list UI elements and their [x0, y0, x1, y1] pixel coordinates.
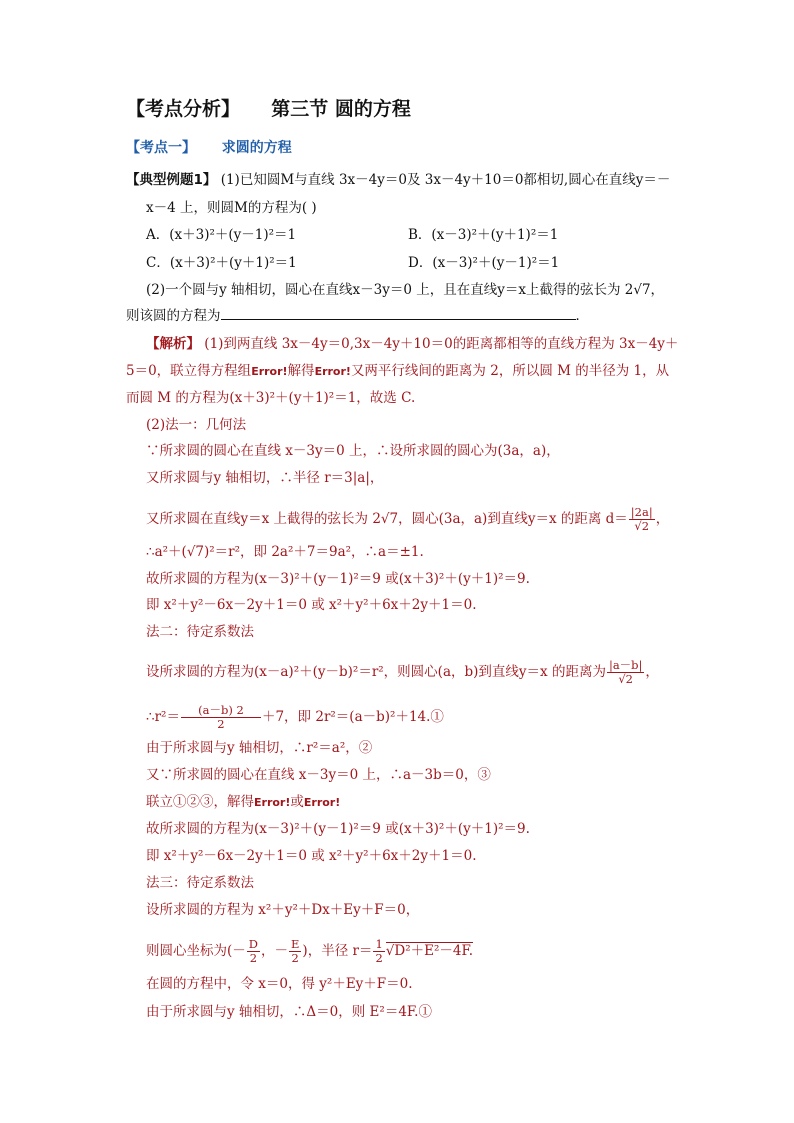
method1-title: (2)法一：几何法	[146, 417, 247, 433]
method3-line-3: 在圆的方程中，令 x＝0，得 y²＋Ey＋F＝0.	[146, 976, 413, 992]
section-title: 求圆的方程	[221, 140, 292, 156]
half-fraction	[373, 938, 384, 965]
error-field-3: Error!	[254, 796, 291, 809]
fraction-numerator: D	[248, 937, 259, 951]
method1-line-3-text: 又所求圆在直线y＝x 上截得的弦长为 2√7，圆心(3a，a)到直线y＝x 的距离 d＝	[146, 511, 628, 527]
problem-label: 【典型例题1】	[126, 172, 217, 188]
solution-text-2c: 又两平行线间的距离为 2，所以圆 M 的半径为 1，从	[350, 363, 670, 379]
method2-line-1-end: ，	[645, 664, 659, 680]
method3-line-2	[146, 938, 473, 965]
radius-sqrt: √D²＋E²－4F.	[385, 943, 474, 959]
section-heading	[126, 139, 292, 157]
fraction-denominator: √2	[634, 519, 650, 533]
method3-line-2-text: 则圆心坐标为(－	[146, 943, 246, 959]
fraction-numerator: (a－b) 2	[181, 704, 261, 718]
method1-line-4: ∴a²＋(√7)²＝r²，即 2a²＋7＝9a²，∴a＝±1.	[146, 544, 424, 560]
fraction-denominator: 2	[217, 717, 225, 731]
option-d: D．(x－3)²＋(y－1)²＝1	[408, 255, 560, 271]
method1-line-1: ∵所求圆的圆心在直线 x－3y＝0 上，∴设所求圆的圆心为(3a，a)，	[146, 443, 560, 459]
method1-line-3	[146, 506, 669, 533]
option-b: B．(x－3)²＋(y＋1)²＝1	[408, 227, 559, 243]
solution-line-2	[126, 362, 669, 381]
fraction-denominator: √2	[618, 672, 634, 686]
method3-line-2-radius: )，半径 r＝	[302, 943, 373, 959]
solution-text-1: (1)到两直线 3x－4y＝0,3x－4y＋10＝0的距离都相等的直线方程为 3x－4y＋	[204, 336, 679, 352]
method2-line-5-or: 或	[290, 794, 304, 810]
problem-line-2: x－4 上，则圆M的方程为( )	[146, 200, 317, 216]
error-field-4: Error!	[303, 796, 341, 809]
option-c: C．(x＋3)²＋(y＋1)²＝1	[146, 255, 297, 271]
e-over-2-fraction	[289, 938, 301, 965]
solution-text-2a: 5＝0，联立得方程组	[126, 363, 252, 379]
method2-line-5	[146, 793, 340, 812]
method1-line-2: 又所求圆与y 轴相切，∴半径 r＝3|a|，	[146, 470, 384, 486]
problem-part2-line-2	[126, 307, 589, 325]
chapter-title: 第三节 圆的方程	[271, 98, 411, 120]
method2-line-1	[146, 659, 659, 686]
fraction-numerator: |a－b|	[608, 658, 643, 672]
section-label: 【考点一】	[126, 140, 196, 156]
distance-fraction	[629, 506, 655, 533]
method1-line-3-end: ，	[655, 511, 670, 527]
problem-part2-line-1: (2)一个圆与y 轴相切，圆心在直线x－3y＝0 上，且在直线y＝x上截得的弦长为 2√7，	[146, 282, 665, 298]
method3-line-4: 由于所求圆与y 轴相切，∴Δ＝0，则 E²＝4F.①	[146, 1004, 432, 1020]
fraction-denominator: 2	[249, 951, 258, 965]
method2-line-1-text: 设所求圆的方程为(x－a)²＋(y－b)²＝r²，则圆心(a，b)到直线y＝x 的距离为	[146, 664, 606, 680]
r-squared-fraction	[181, 704, 261, 731]
error-field-1: Error!	[251, 365, 288, 378]
solution-text-2b: 解得	[287, 363, 315, 379]
method2-line-3: 由于所求圆与y 轴相切，∴r²＝a²，②	[146, 740, 373, 756]
answer-blank	[221, 307, 576, 320]
method2-line-2-text: ∴r²＝	[146, 709, 180, 725]
solution-line-3: 而圆 M 的方程为(x＋3)²＋(y＋1)²＝1，故选 C.	[126, 390, 416, 406]
d-over-2-fraction	[247, 938, 260, 965]
method2-line-2-end: ＋7，即 2r²＝(a－b)²＋14.①	[261, 709, 444, 725]
fraction-numerator: |2a|	[630, 505, 653, 519]
fraction-numerator: 1	[375, 937, 383, 951]
distance-fraction-2	[607, 659, 644, 686]
method1-line-5: 故所求圆的方程为(x－3)²＋(y－1)²＝9 或(x＋3)²＋(y＋1)²＝9.	[146, 571, 530, 587]
page-title	[126, 100, 411, 118]
method2-line-7: 即 x²＋y²－6x－2y＋1＝0 或 x²＋y²＋6x＋2y＋1＝0.	[146, 848, 477, 864]
method3-title: 法三：待定系数法	[146, 875, 254, 891]
option-a: A．(x＋3)²＋(y－1)²＝1	[146, 227, 297, 243]
solution-line-1	[146, 335, 678, 353]
problem-part1-text: (1)已知圆M与直线 3x－4y＝0及 3x－4y＋10＝0都相切,圆心在直线y＝－	[220, 172, 671, 188]
fraction-denominator: 2	[291, 951, 299, 965]
fraction-numerator: E	[291, 937, 300, 951]
method2-line-6: 故所求圆的方程为(x－3)²＋(y－1)²＝9 或(x＋3)²＋(y＋1)²＝9.	[146, 821, 530, 837]
solution-label: 【解析】	[146, 336, 200, 352]
method3-line-1: 设所求圆的方程为 x²＋y²＋Dx＋Ey＋F＝0，	[146, 902, 420, 918]
part2-suffix: ．	[575, 308, 589, 324]
title-tag: 【考点分析】	[126, 98, 241, 120]
method2-line-2	[146, 704, 444, 731]
method2-line-5-text: 联立①②③，解得	[146, 794, 254, 810]
problem-line-1	[126, 171, 670, 189]
error-field-2: Error!	[314, 365, 351, 378]
fraction-denominator: 2	[375, 951, 383, 965]
method3-line-2-mid: ，－	[261, 943, 289, 959]
part2-prefix: 则该圆的方程为	[126, 308, 221, 324]
method2-title: 法二：待定系数法	[146, 624, 254, 640]
method1-line-6: 即 x²＋y²－6x－2y＋1＝0 或 x²＋y²＋6x＋2y＋1＝0.	[146, 597, 477, 613]
method2-line-4: 又∵所求圆的圆心在直线 x－3y＝0 上，∴a－3b＝0，③	[146, 767, 491, 783]
